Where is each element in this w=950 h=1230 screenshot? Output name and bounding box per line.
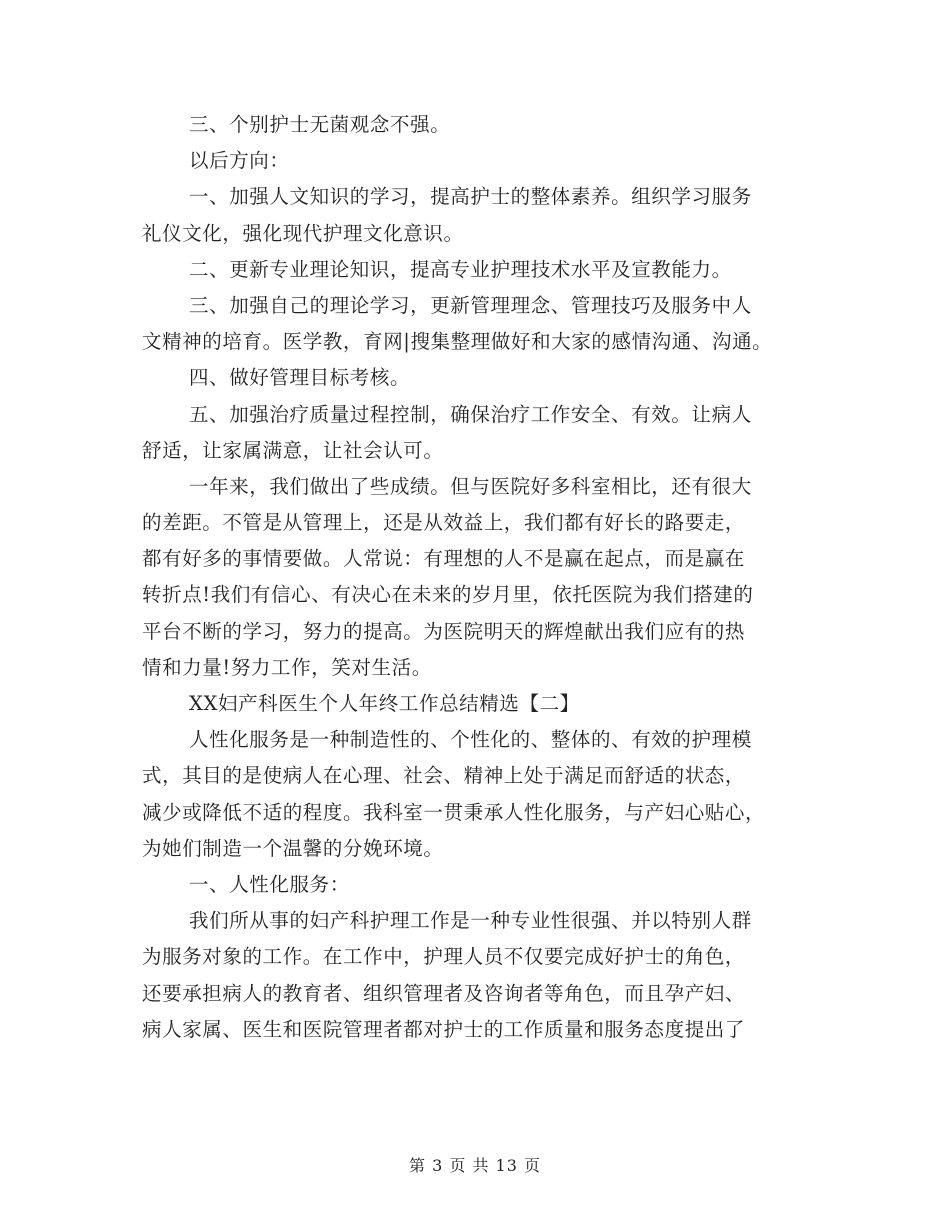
text-line: 还要承担病人的教育者、组织管理者及咨询者等角色，而且孕产妇、 [142, 981, 746, 1005]
text-line: 为服务对象的工作。在工作中，护理人员不仅要完成好护士的角色， [142, 945, 746, 969]
text-line: 三、加强自己的理论学习，更新管理理念、管理技巧及服务中人 [189, 293, 752, 317]
text-line: 减少或降低不适的程度。我科室一贯秉承人性化服务，与产妇心贴心， [142, 800, 766, 824]
text-line: 的差距。不管是从管理上，还是从效益上，我们都有好长的路要走， [142, 511, 746, 535]
text-line: 情和力量!努力工作，笑对生活。 [142, 655, 432, 679]
text-line: 以后方向： [189, 149, 290, 173]
text-line: 二、更新专业理论知识，提高专业护理技术水平及宣教能力。 [189, 257, 732, 281]
text-line: 一、人性化服务： [189, 872, 350, 896]
text-line: 式，其目的是使病人在心理、社会、精神上处于满足而舒适的状态， [142, 764, 746, 788]
text-line: XX妇产科医生个人年终工作总结精选【二】 [189, 692, 580, 715]
text-line: 都有好多的事情要做。人常说：有理想的人不是赢在起点，而是赢在 [142, 547, 746, 571]
text-line: 一年来，我们做出了些成绩。但与医院好多科室相比，还有很大 [189, 474, 752, 498]
text-line: 平台不断的学习，努力的提高。为医院明天的辉煌献出我们应有的热 [142, 619, 746, 643]
text-line: 病人家属、医生和医院管理者都对护士的工作质量和服务态度提出了 [142, 1017, 746, 1041]
text-line: 人性化服务是一种制造性的、个性化的、整体的、有效的护理模 [189, 728, 752, 752]
text-line: 我们所从事的妇产科护理工作是一种专业性很强、并以特别人群 [189, 909, 752, 933]
text-line: 五、加强治疗质量过程控制，确保治疗工作安全、有效。让病人 [189, 402, 752, 426]
text-line: 一、加强人文知识的学习，提高护士的整体素养。组织学习服务 [189, 185, 752, 209]
text-line: 为她们制造一个温馨的分娩环境。 [142, 836, 444, 860]
text-line: 转折点!我们有信心、有决心在未来的岁月里，依托医院为我们搭建的 [142, 583, 754, 607]
text-line: 四、做好管理目标考核。 [189, 366, 411, 390]
text-line: 舒适，让家属满意，让社会认可。 [142, 438, 444, 462]
text-line: 三、个别护士无菌观念不强。 [189, 113, 451, 136]
text-line: 文精神的培育。医学教，育网|搜集整理做好和大家的感情沟通、沟通。 [142, 330, 773, 354]
document-body [142, 107, 822, 1048]
page-footer: 第 3 页 共 13 页 [409, 1156, 541, 1175]
text-line: 礼仪文化，强化现代护理文化意识。 [142, 221, 464, 245]
